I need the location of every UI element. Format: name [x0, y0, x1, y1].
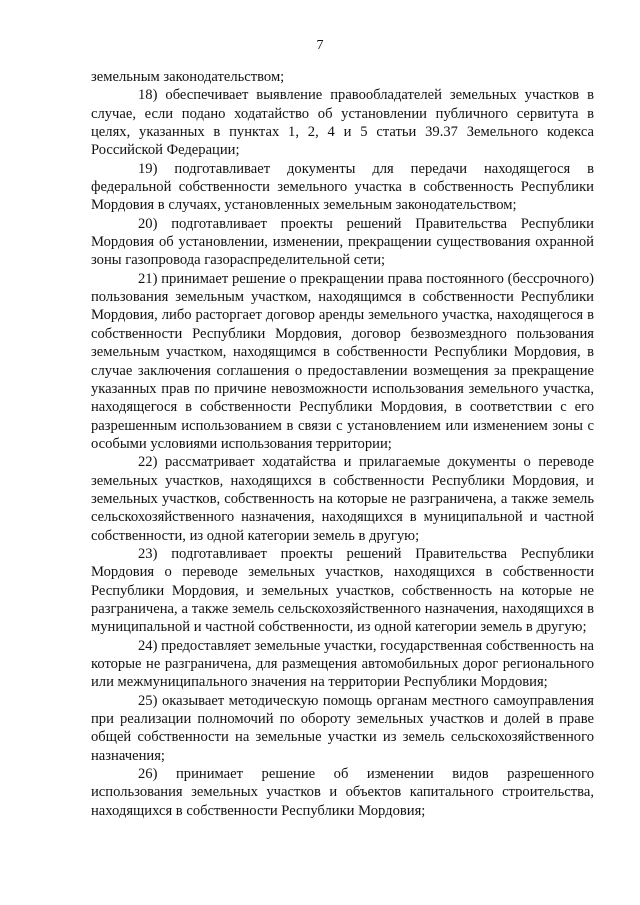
paragraph-continuation: земельным законодательством;	[91, 69, 285, 85]
paragraph-item-19: 19) подготавливает документы для передачи находящегося в федеральной собственности земельного участка в собственность Республики Мордовия в случаях, установленных земельным законодательством;	[91, 160, 594, 214]
paragraph-item-20: 20) подготавливает проекты решений Правительства Республики Мордовия об установлении, изменении, прекращении существования охранной зоны газопровода газораспределительной сети;	[91, 215, 594, 269]
paragraph-item-23: 23) подготавливает проекты решений Правительства Республики Мордовия о переводе земельных участков, находящихся в собственности Республики Мордовия, и земельных участков, собственность на которые не разграничена, а также земель сельскохозяйственного назначения, находящихся в муниципальной и частной собственности, из одной категории земель в другую;	[91, 545, 594, 636]
paragraph-item-21: 21) принимает решение о прекращении права постоянного (бессрочного) пользования земельным участком, находящимся в собственности Республики Мордовия, либо расторгает договор аренды земельного участка, находящегося в собственности Республики Мордовия, договор безвозмездного пользования земельным участком, находящимся в собственности Республики Мордовия, в случае заключения соглашения о предоставлении возмещения за прекращение указанных прав по причине невозможности использования земельного участка, находящегося в собственности Республики Мордовия, в соответствии с его разрешенным использованием в связи с установлением или изменением зоны с особыми условиями использования территории;	[91, 270, 594, 452]
paragraph-item-24: 24) предоставляет земельные участки, государственная собственность на которые не разграничена, для размещения автомобильных дорог регионального или межмуниципального значения на территории Республики Мордовия;	[91, 637, 594, 691]
page-number: 7	[316, 38, 324, 53]
paragraph-item-22: 22) рассматривает ходатайства и прилагаемые документы о переводе земельных участков, находящихся в собственности Республики Мордовия, и земельных участков, собственность на которые не разграничена, а также земель сельскохозяйственного назначения, находящихся в муниципальной и частной собственности, из одной категории земель в другую;	[91, 454, 594, 544]
document-body	[91, 68, 594, 820]
paragraph-item-25: 25) оказывает методическую помощь органам местного самоуправления при реализации полномочий по обороту земельных участков и долей в праве общей собственности на земельные участки из земель сельскохозяйственного назначения;	[91, 692, 594, 764]
paragraph-item-18: 18) обеспечивает выявление правообладателей земельных участков в случае, если подано ходатайство об установлении публичного сервитута в целях, указанных в пунктах 1, 2, 4 и 5 статьи 39.37 Земельного кодекса Российской Федерации;	[91, 87, 594, 159]
paragraph-item-26: 26) принимает решение об изменении видов разрешенного использования земельных участков и объектов капитального строительства, находящихся в собственности Республики Мордовия;	[91, 766, 594, 819]
